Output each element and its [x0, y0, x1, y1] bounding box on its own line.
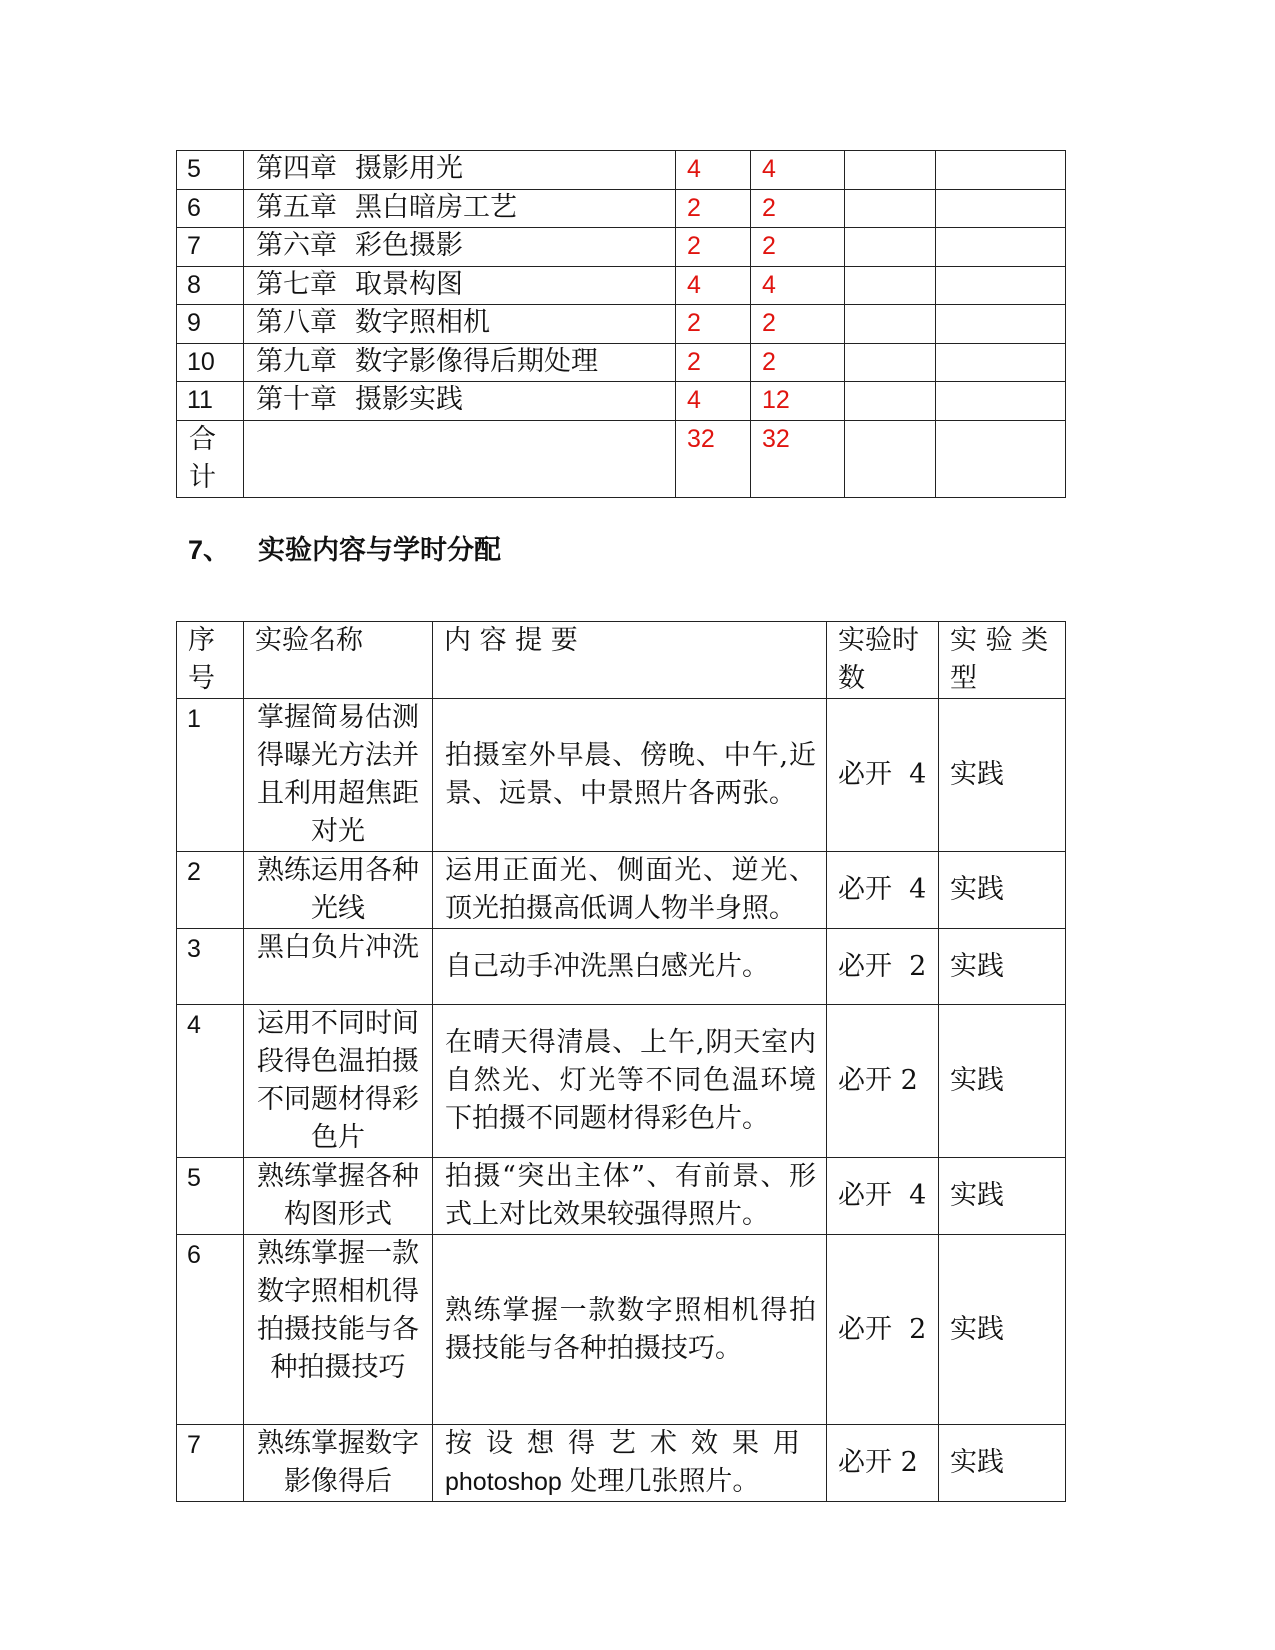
section-number: 7、 [188, 535, 231, 565]
table-row [177, 305, 1066, 344]
chapter-cell [244, 189, 676, 228]
row-number: 6 [177, 1235, 244, 1425]
hours-value: 2 [751, 189, 845, 228]
chapter-title: 数字影像得后期处理 [355, 345, 598, 377]
chapter-number: 第七章 [256, 268, 337, 300]
experiment-hours: 必开 4 [827, 699, 939, 852]
header-no [177, 622, 244, 699]
header-type [939, 622, 1066, 699]
experiment-type: 实践 [939, 1158, 1066, 1235]
row-number: 4 [177, 1005, 244, 1158]
experiment-name: 熟练掌握一款数字照相机得拍摄技能与各种拍摄技巧 [244, 1235, 433, 1425]
chapter-number: 第四章 [256, 153, 337, 184]
experiment-content: 拍摄“突出主体”、有前景、形式上对比效果较强得照片。 [433, 1158, 827, 1235]
total-label-line1: 合 [189, 423, 216, 455]
empty-cell [845, 189, 936, 228]
experiment-content [433, 1425, 827, 1502]
experiment-hours: 必开 2 [827, 1005, 939, 1158]
total-value: 32 [751, 420, 845, 497]
chapter-cell [244, 382, 676, 421]
row-number: 6 [177, 189, 244, 228]
hours-value: 2 [751, 305, 845, 344]
experiment-type: 实践 [939, 852, 1066, 929]
table-row [177, 266, 1066, 305]
hours-value: 2 [676, 343, 751, 382]
schedule-table [176, 150, 1066, 498]
hours-value: 2 [751, 343, 845, 382]
chapter-title: 彩色摄影 [355, 230, 463, 261]
empty-cell [936, 382, 1066, 421]
experiment-name: 熟练掌握数字影像得后 [244, 1425, 433, 1502]
empty-cell [936, 420, 1066, 497]
experiment-content: 拍摄室外早晨、傍晚、中午,近景、远景、中景照片各两张。 [433, 699, 827, 852]
chapter-number: 第五章 [256, 191, 337, 223]
header-no-line2: 号 [188, 663, 215, 694]
experiment-name: 熟练掌握各种构图形式 [244, 1158, 433, 1235]
experiment-name: 黑白负片冲洗 [244, 929, 433, 1005]
row-number: 7 [177, 228, 244, 267]
chapter-number: 第九章 [256, 345, 337, 377]
table-row [177, 343, 1066, 382]
experiment-type: 实践 [939, 1425, 1066, 1502]
experiment-hours: 必开 4 [827, 1158, 939, 1235]
total-row [177, 420, 1066, 497]
header-type-line2: 型 [950, 663, 977, 694]
chapter-cell [244, 266, 676, 305]
hours-value: 4 [676, 151, 751, 190]
chapter-cell [244, 228, 676, 267]
hours-value: 4 [676, 382, 751, 421]
hours-value: 2 [676, 189, 751, 228]
experiment-content: 熟练掌握一款数字照相机得拍摄技能与各种拍摄技巧。 [433, 1235, 827, 1425]
content-part1: 按设想得艺术效果用 [445, 1428, 814, 1459]
experiment-content: 自己动手冲洗黑白感光片。 [433, 929, 827, 1005]
chapter-number: 第十章 [256, 384, 337, 415]
header-no-line1: 序 [188, 625, 215, 656]
lab-table [176, 621, 1066, 1502]
header-content: 内 容 提 要 [433, 622, 827, 699]
empty-cell [936, 305, 1066, 344]
table-row [177, 151, 1066, 190]
table-row [177, 699, 1066, 852]
total-value: 32 [676, 420, 751, 497]
experiment-type: 实践 [939, 1005, 1066, 1158]
row-number: 8 [177, 266, 244, 305]
chapter-cell [244, 343, 676, 382]
empty-cell [936, 189, 1066, 228]
table-row [177, 228, 1066, 267]
table-row [177, 1425, 1066, 1502]
hours-value: 2 [676, 305, 751, 344]
empty-cell [845, 305, 936, 344]
header-hours [827, 622, 939, 699]
experiment-name: 熟练运用各种光线 [244, 852, 433, 929]
empty-cell [845, 266, 936, 305]
row-number: 11 [177, 382, 244, 421]
hours-value: 12 [751, 382, 845, 421]
chapter-title: 数字照相机 [355, 307, 490, 338]
total-label [177, 420, 244, 497]
table-row [177, 382, 1066, 421]
chapter-title: 摄影实践 [355, 384, 463, 415]
table-row [177, 852, 1066, 929]
experiment-hours: 必开 2 [827, 929, 939, 1005]
chapter-cell [244, 151, 676, 190]
row-number: 9 [177, 305, 244, 344]
row-number: 5 [177, 151, 244, 190]
empty-cell [936, 228, 1066, 267]
hours-value: 2 [676, 228, 751, 267]
section-title: 实验内容与学时分配 [258, 535, 502, 566]
experiment-hours: 必开 2 [827, 1425, 939, 1502]
section-heading [188, 528, 501, 567]
row-number: 5 [177, 1158, 244, 1235]
hours-value: 4 [751, 266, 845, 305]
empty-cell [936, 151, 1066, 190]
content-part3: 处理几张照片。 [561, 1466, 760, 1497]
hours-value: 2 [751, 228, 845, 267]
total-label-line2: 计 [189, 461, 216, 493]
row-number: 10 [177, 343, 244, 382]
empty-cell [244, 420, 676, 497]
chapter-title: 摄影用光 [355, 153, 463, 184]
empty-cell [845, 228, 936, 267]
row-number: 1 [177, 699, 244, 852]
experiment-type: 实践 [939, 1235, 1066, 1425]
header-hours-line1: 实验时 [838, 625, 919, 656]
table-row [177, 1235, 1066, 1425]
chapter-title: 黑白暗房工艺 [355, 191, 517, 223]
table-row [177, 1005, 1066, 1158]
header-type-line1: 实 验 类 [950, 625, 1049, 656]
row-number: 3 [177, 929, 244, 1005]
chapter-cell [244, 305, 676, 344]
experiment-name: 运用不同时间段得色温拍摄不同题材得彩色片 [244, 1005, 433, 1158]
row-number: 2 [177, 852, 244, 929]
empty-cell [845, 382, 936, 421]
header-hours-line2: 数 [838, 663, 865, 694]
header-name: 实验名称 [244, 622, 433, 699]
table-row [177, 1158, 1066, 1235]
table-row [177, 189, 1066, 228]
table-row [177, 929, 1066, 1005]
header-row [177, 622, 1066, 699]
content-part2: photoshop [445, 1468, 562, 1496]
experiment-type: 实践 [939, 699, 1066, 852]
experiment-content: 运用正面光、侧面光、逆光、顶光拍摄高低调人物半身照。 [433, 852, 827, 929]
experiment-name: 掌握简易估测得曝光方法并且利用超焦距对光 [244, 699, 433, 852]
row-number: 7 [177, 1425, 244, 1502]
empty-cell [845, 343, 936, 382]
empty-cell [936, 266, 1066, 305]
empty-cell [936, 343, 1066, 382]
hours-value: 4 [676, 266, 751, 305]
chapter-number: 第六章 [256, 230, 337, 261]
experiment-type: 实践 [939, 929, 1066, 1005]
chapter-number: 第八章 [256, 307, 337, 338]
hours-value: 4 [751, 151, 845, 190]
empty-cell [845, 420, 936, 497]
experiment-hours: 必开 2 [827, 1235, 939, 1425]
experiment-hours: 必开 4 [827, 852, 939, 929]
experiment-content: 在晴天得清晨、上午,阴天室内自然光、灯光等不同色温环境下拍摄不同题材得彩色片。 [433, 1005, 827, 1158]
empty-cell [845, 151, 936, 190]
chapter-title: 取景构图 [355, 268, 463, 300]
